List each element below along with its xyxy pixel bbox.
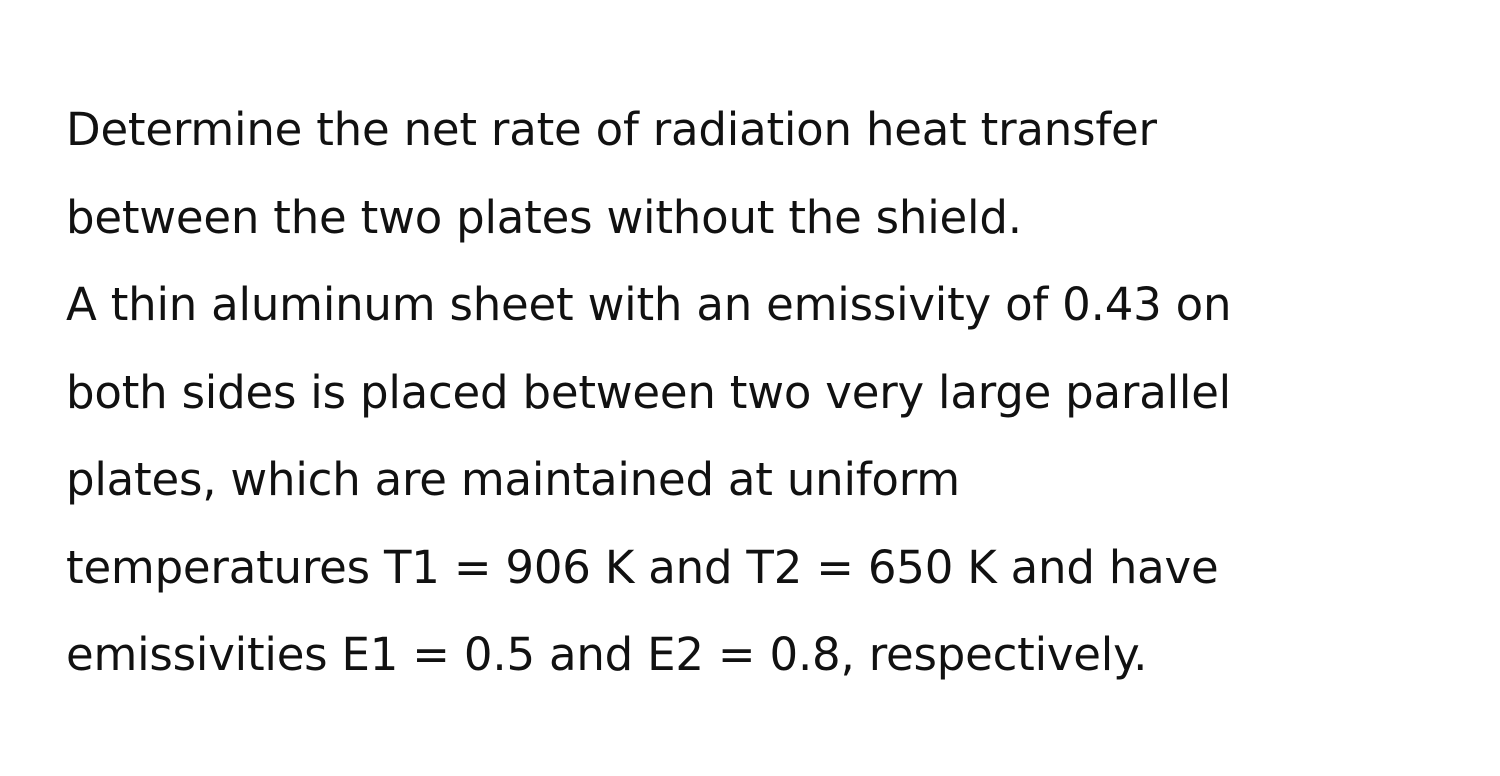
text-line: Determine the net rate of radiation heat transfer	[66, 103, 1157, 156]
text-line: between the two plates without the shield.	[66, 190, 1022, 244]
question-paragraph	[66, 86, 1466, 261]
text-line: emissivities E1 = 0.5 and E2 = 0.8, respectively.	[66, 628, 1148, 681]
text-line: A thin aluminum sheet with an emissivity of 0.43 on	[66, 278, 1232, 331]
context-paragraph	[66, 261, 1466, 699]
text-line: plates, which are maintained at uniform	[66, 453, 960, 506]
text-line: temperatures T1 = 906 K and T2 = 650 K and have	[66, 540, 1219, 594]
text-line: both sides is placed between two very large parallel	[66, 365, 1231, 419]
problem-text	[66, 86, 1466, 699]
